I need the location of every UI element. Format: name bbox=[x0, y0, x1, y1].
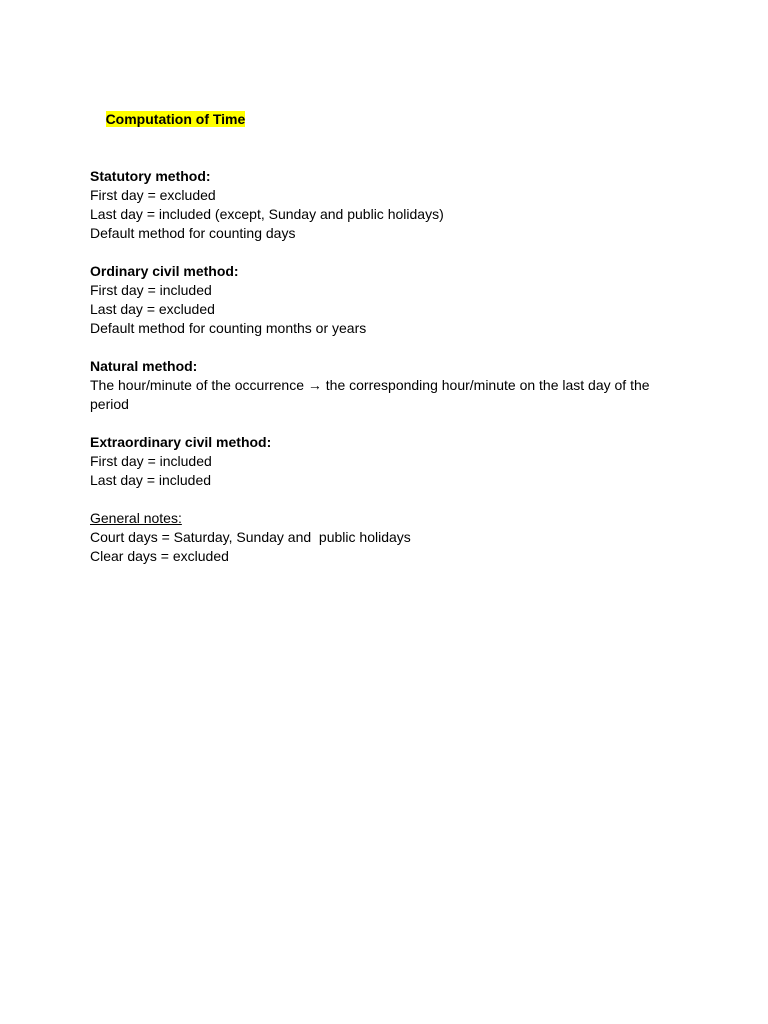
spacer bbox=[90, 148, 670, 167]
section-statutory bbox=[90, 167, 670, 243]
section-heading: Natural method: bbox=[90, 358, 198, 374]
section-line: Last day = included (except, Sunday and public holidays) bbox=[90, 206, 444, 222]
section-line: Default method for counting months or years bbox=[90, 320, 367, 336]
section-extraordinary-civil bbox=[90, 433, 670, 490]
section-ordinary-civil bbox=[90, 262, 670, 338]
section-heading: Extraordinary civil method: bbox=[90, 434, 272, 450]
section-heading: Ordinary civil method: bbox=[90, 263, 239, 279]
section-line: First day = included bbox=[90, 453, 212, 469]
section-heading: Statutory method: bbox=[90, 168, 211, 184]
notes-line: Court days = Saturday, Sunday and public holidays bbox=[90, 529, 411, 545]
section-line: First day = included bbox=[90, 282, 212, 298]
spacer bbox=[90, 414, 670, 433]
notes-line: Clear days = excluded bbox=[90, 548, 229, 564]
section-line: The hour/minute of the occurrence → the corresponding hour/minute on the last day of the period bbox=[90, 377, 654, 412]
spacer bbox=[90, 338, 670, 357]
document-title: Computation of Time bbox=[105, 111, 246, 127]
section-line: First day = excluded bbox=[90, 187, 216, 203]
spacer bbox=[90, 490, 670, 509]
notes-heading: General notes: bbox=[90, 510, 182, 526]
title-line bbox=[90, 91, 670, 148]
document-page bbox=[90, 91, 670, 566]
spacer bbox=[90, 243, 670, 262]
section-line: Default method for counting days bbox=[90, 225, 296, 241]
section-line: Last day = excluded bbox=[90, 301, 215, 317]
section-general-notes bbox=[90, 509, 670, 566]
section-line: Last day = included bbox=[90, 472, 212, 488]
section-natural bbox=[90, 357, 670, 414]
